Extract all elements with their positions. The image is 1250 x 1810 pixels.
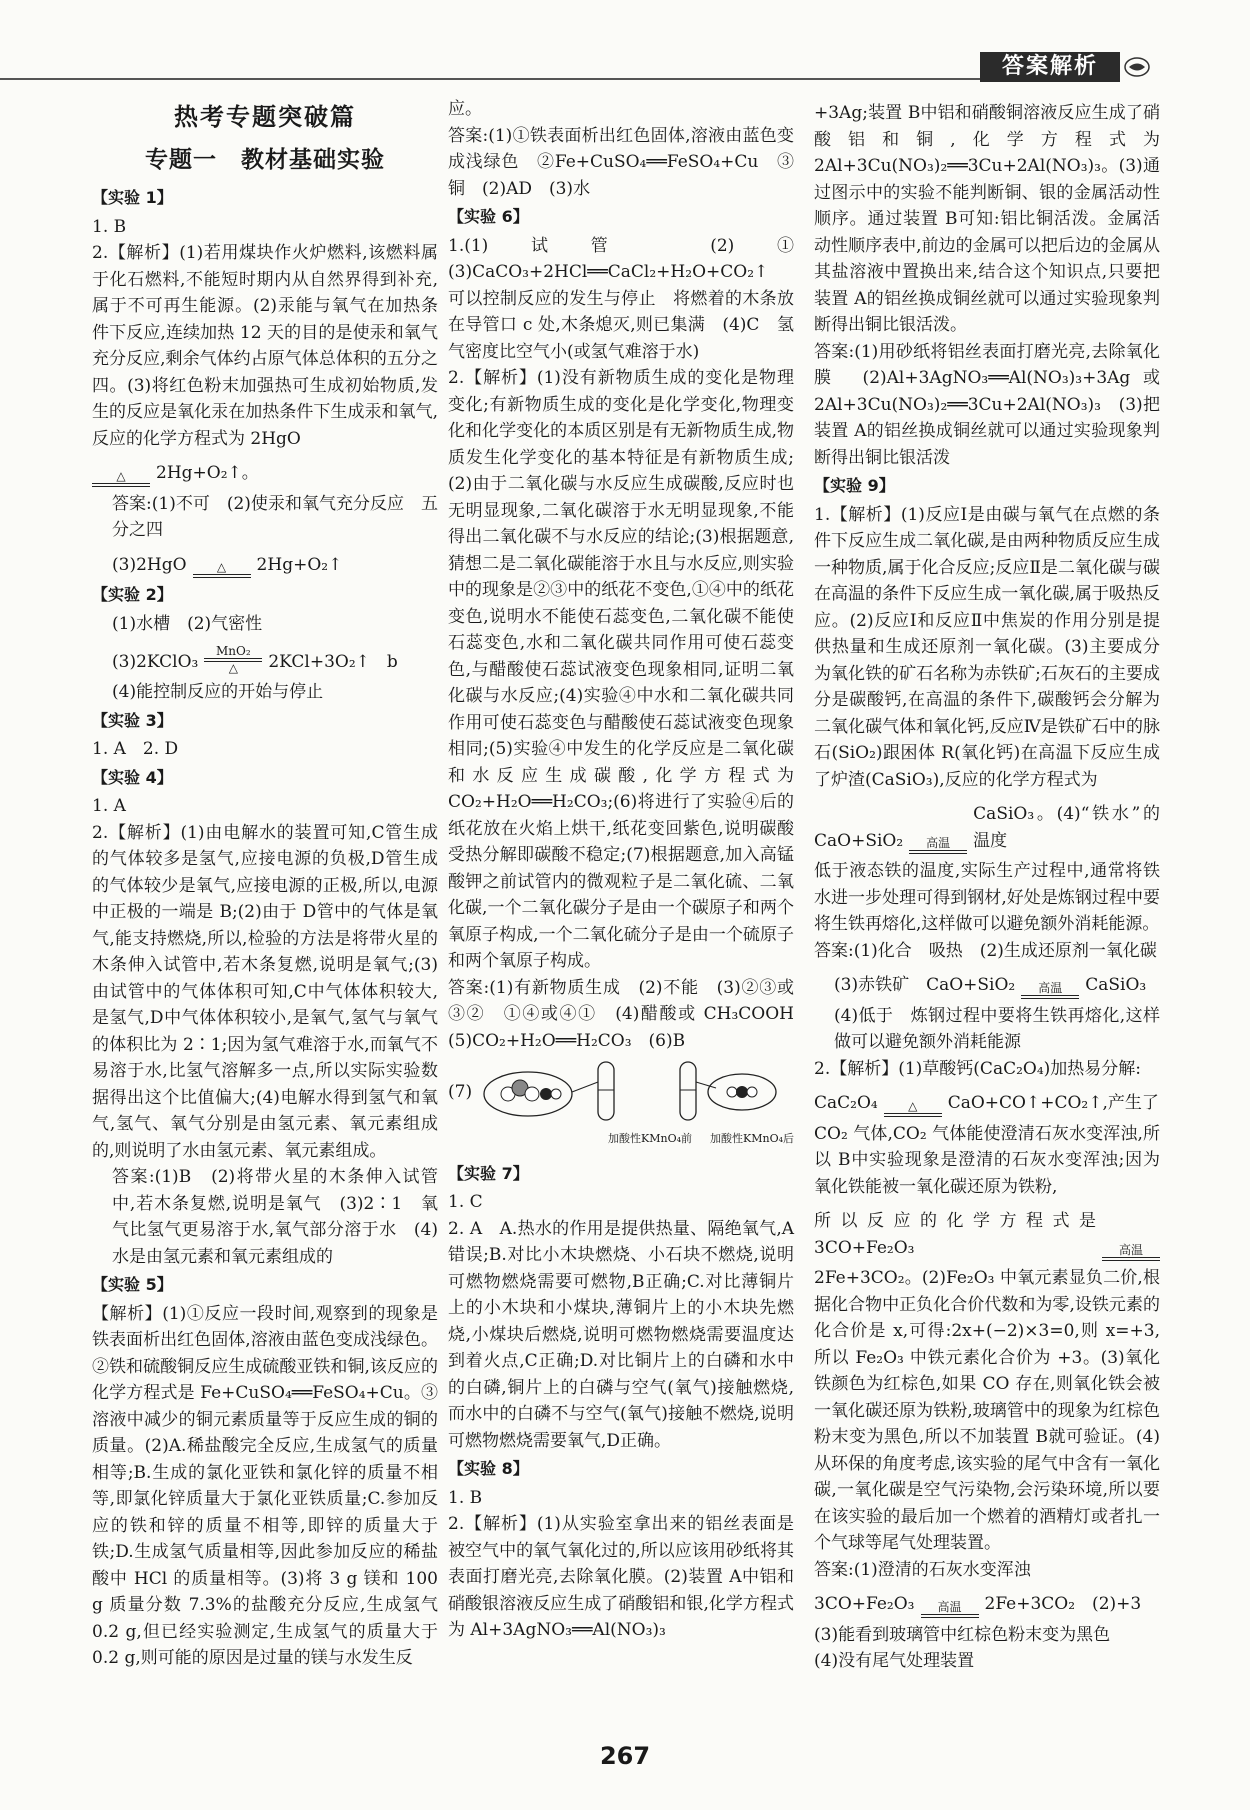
high-temp-arrow: 高温: [1102, 1244, 1160, 1261]
exp8-answer: 答案:(1)用砂纸将铝丝表面打磨光亮,去除氧化膜 (2)Al+3AgNO₃══Al(NO₃)₃+3Ag 或 2Al+3Cu(NO₃)₂══3Cu+2Al(NO₃)₃ (3)把装置 A的铝丝换成铜丝就可以通过实验现象判断得出铜比银活泼: [814, 341, 1160, 468]
high-temp-arrow: 高温: [1021, 982, 1079, 999]
heat-arrow: △: [884, 1100, 942, 1117]
exp1-heading: 【实验 1】: [92, 188, 173, 207]
exp4-answer: 答案:(1)B (2)将带火星的木条伸入试管中,若木条复燃,说明是氧气 (3)2∶1 氧气比氢气更易溶于水,氧气部分溶于水 (4)水是由氢元素和氧元素组成的: [112, 1167, 438, 1267]
exp9-answer2-line4: (4)没有尾气处理装置: [814, 1651, 975, 1671]
exp9-q2-head: 2.【解析】(1)草酸钙(CaC₂O₄)加热易分解:: [814, 1058, 1142, 1079]
exp9-heading: 【实验 9】: [814, 476, 895, 495]
exp9-answer2-eq: 3CO+Fe₂O₃ 高温 2Fe+3CO₂ (2)+3: [814, 1591, 1160, 1618]
exp5-text: 【解析】(1)①反应一段时间,观察到的现象是铁表面析出红色固体,溶液由蓝色变成浅绿色。②铁和硫酸铜反应生成硫酸亚铁和铜,该反应的化学方程式是 Fe+CuSO₄══FeSO₄+Cu。③溶液中减少的铜元素质量等于反应生成的铜的质量。(2)A.稀盐酸完全反应,生成氢气的质量相等;B.生成的氯化亚铁和氯化锌的质量不相等,即氯化锌质量大于氯化亚铁质量;C.参加反应的铁和锌的质量不相等,即锌的质量大于铁;D.生成氢气质量相等,因此参加反应的稀盐酸中 HCl 的质量相等。(3)将 3 g 镁和 100 g 质量分数 7.3%的盐酸充分反应,生成氢气 0.2 g,但已经实验测定,生成氢气的质量大于 0.2 g,则可能的原因是过量的镁与水发生反: [92, 1303, 438, 1668]
exp3-heading: 【实验 3】: [92, 710, 173, 730]
exp7-q1: 1. C: [448, 1192, 483, 1212]
exp6-heading: 【实验 6】: [448, 207, 529, 226]
exp7-q2: 2. A A.热水的作用是提供热量、隔绝氧气,A错误;B.对比小木块燃烧、小石块不燃烧,说明可燃物燃烧需要可燃物,B正确;C.对比薄铜片上的小木块和小煤块,薄铜片上的小木块先燃烧,小煤块后燃烧,说明可燃物燃烧需要温度达到着火点,C正确;D.对比铜片上的白磷和水中的白磷,铜片上的白磷与空气(氧气)接触燃烧,而水中的白磷不与空气(氧气)接触不燃烧,说明可燃物燃烧需要氧气,D正确。: [448, 1218, 794, 1451]
exp9-answer1-eq: (3)赤铁矿 CaO+SiO₂ 高温 CaSiO₃: [814, 972, 1160, 999]
exp6-q2: 2.【解析】(1)没有新物质生成的变化是物理变化;有新物质生成的变化是化学变化,物理变化和化学变化的本质区别是有无新物质生成,物质发生化学变化的基本特征是有新物质生成;(2)由于二氧化碳与水反应生成碳酸,反应时也无明显现象,二氧化碳溶于水无明显现象,不能得出二氧化碳不与水反应的结论;(3)根据题意,猜想二是二氧化碳能溶于水且与水反应,则实验中的现象是②③中的纸花不变色,①④中的纸花变色,说明水不能使石蕊变色,二氧化碳不能使石蕊变色,水和二氧化碳共同作用可使石蕊变色,与醋酸使石蕊试液变色现象相同,证明二氧化碳与水反应;(4)实验④中水和二氧化碳共同作用可使石蕊变色与醋酸使石蕊试液变色现象相同;(5)实验④中发生的化学反应是二氧化碳和水反应生成碳酸,化学方程式为 CO₂+H₂O══H₂CO₃;(6)将进行了实验④后的纸花放在火焰上烘干,纸花变回紫色,说明碳酸受热分解即碳酸不稳定;(7)根据题意,加入高锰酸钾之前试管内的微观粒子是二氧化硫、二氧化碳,一个二氧化碳分子是由一个碳原子和两个氧原子构成,一个二氧化硫分子是由一个硫原子和两个氧原子构成。: [448, 368, 794, 971]
exp4-q1: 1. A: [92, 796, 126, 816]
exp2-eq: (3)2KClO₃ MnO₂ △ 2KCl+3O₂↑ b: [112, 644, 398, 675]
test-tube-diagram: [480, 1060, 780, 1124]
exp6-q1: 1.(1)试管 (2)① (3)CaCO₃+2HCl══CaCl₂+H₂O+CO₂↑ 可以控制反应的发生与停止 将燃着的木条放在导管口 c 处,木条熄灭,则已集满 (4)C 氢气密度比空气小(或氢气难溶于水): [448, 235, 811, 362]
exp9-answer2: 答案:(1)澄清的石灰水变浑浊: [814, 1559, 1031, 1580]
high-temp-arrow: 高温: [909, 837, 967, 854]
exp9-q1: 1.【解析】(1)反应Ⅰ是由碳与氧气在点燃的条件下反应生成二氧化碳,是由两种物质反应生成一种物质,属于化合反应;反应Ⅱ是二氧化碳与碳在高温的条件下反应生成一氧化碳,属于吸热反应。(2)反应Ⅰ和反应Ⅱ中焦炭的作用分别是提供热量和生成还原剂一氧化碳。(3)主要成分为氧化铁的矿石名称为赤铁矿;石灰石的主要成分是碳酸钙,在高温的条件下,碳酸钙会分解为二氧化碳气体和氧化钙,反应Ⅳ是铁矿石中的脉石(SiO₂)跟困体 R(氧化钙)在高温下反应生成了炉渣(CaSiO₃),反应的化学方程式为: [814, 504, 1160, 790]
heat-arrow: △: [193, 561, 251, 578]
high-temp-arrow: 高温: [921, 1601, 979, 1618]
exp1-q2: 2.【解析】(1)若用煤块作火炉燃料,该燃料属于化石燃料,不能短时期内从自然界得到补充,属于不可再生能源。(2)汞能与氧气在加热条件下反应,连续加热 12 天的目的是使汞和氧气充分反应,剩余气体约占原气体总体积的五分之四。(3)将红色粉末加强热可生成初始物质,发生的反应是氧化汞在加热条件下生成汞和氧气,反应的化学方程式为 2HgO: [92, 243, 438, 449]
exp2-line3: (4)能控制反应的开始与停止: [112, 682, 324, 702]
exp8-continued: +3Ag;装置 B中铝和硝酸铜溶液反应生成了硝酸铝和铜,化学方程式为 2Al+3Cu(NO₃)₂══3Cu+2Al(NO₃)₃。(3)通过图示中的实验不能判断铜、银的金属活动性顺序。通过装置 B可知:铝比铜活泼。金属活动性顺序表中,前边的金属可以把后边的金属从其盐溶液中置换出来,结合这个知识点,只要把装置 A的铝丝换成铜丝就可以通过实验现象判断得出铜比银活泼。: [814, 103, 1160, 335]
exp9-q2-eq2: 所以反应的化学方程式是 3CO+Fe₂O₃ 高温: [814, 1208, 1160, 1261]
exp1-q2-eq: △ 2Hg+O₂↑。: [92, 460, 438, 487]
exp5-continued: 应。: [448, 99, 482, 119]
exp9-answer1: 答案:(1)化合 吸热 (2)生成还原剂一氧化碳: [814, 940, 1157, 961]
column-2: [448, 96, 811, 1644]
exp9-q2-eq: CaC₂O₄ △ CaO+CO↑+CO₂↑,产生了: [814, 1090, 1160, 1117]
exp1-answer-eq: (3)2HgO △ 2Hg+O₂↑: [92, 552, 438, 579]
heat-arrow: △: [92, 470, 150, 487]
figure-captions: [448, 1126, 794, 1153]
exp3-line1: 1. A 2. D: [92, 739, 179, 759]
exp9-q2-body: CO₂ 气体,CO₂ 气体能使澄清石灰水变浑浊,所以 B中实验现象是澄清的石灰水变浑浊;因为氧化铁能被一氧化碳还原为铁粉,: [814, 1123, 1160, 1197]
column-1: [92, 100, 438, 1672]
exp8-q2: 2.【解析】(1)从实验室拿出来的铝丝表面是被空气中的氧气氧化过的,所以应该用砂纸将其表面打磨光亮,去除氧化膜。(2)装置 A中铝和硝酸银溶液反应生成了硝酸铝和银,化学方程式为 Al+3AgNO₃══Al(NO₃)₃: [448, 1514, 794, 1640]
caption-before: 加酸性KMnO₄前: [608, 1132, 692, 1145]
page-header: [0, 52, 1250, 86]
exp2-line1: (1)水槽 (2)气密性: [112, 613, 263, 634]
part-title: 热考专题突破篇: [174, 103, 356, 131]
exp8-q1: 1. B: [448, 1487, 483, 1508]
exp9-answer1-tail: (4)低于 炼钢过程中要将生铁再熔化,这样做可以避免额外消耗能源: [834, 1005, 1160, 1052]
exp9-q1-tail: 低于液态铁的温度,实际生产过程中,通常将铁水进一步处理可得到钢材,好处是炼钢过程中要将生铁再熔化,这样做可以避免额外消耗能源。: [814, 861, 1160, 934]
exp4-heading: 【实验 4】: [92, 767, 173, 787]
exp9-answer2-line3: (3)能看到玻璃管中红棕色粉末变为黑色: [814, 1624, 1111, 1645]
exp8-heading: 【实验 8】: [448, 1459, 529, 1478]
exp6-answer: 答案:(1)有新物质生成 (2)不能 (3)②③或③② ①④或④① (4)醋酸或 CH₃COOH (5)CO₂+H₂O══H₂CO₃ (6)B: [448, 977, 811, 1051]
topic-title: 专题一 教材基础实验: [145, 146, 385, 173]
exp7-heading: 【实验 7】: [448, 1163, 529, 1183]
exp1-q1: 1. B: [92, 216, 127, 237]
exp5-answer: 答案:(1)①铁表面析出红色固体,溶液由蓝色变成浅绿色 ②Fe+CuSO₄══FeSO₄+Cu ③铜 (2)AD (3)水: [448, 125, 794, 199]
header-rule: [0, 78, 1100, 80]
book-logo-icon: [1124, 56, 1150, 78]
exp9-q2-body2: 2Fe+3CO₂。(2)Fe₂O₃ 中氧元素显负二价,根据化合物中正负化合价代数和为零,设铁元素的化合价是 x,可得:2x+(−2)×3=0,则 x=+3,所以 Fe₂O₃ 中铁元素化合价为 +3。(3)氧化铁颜色为红棕色,如果 CO 存在,则氧化铁会被一氧化碳还原为铁粉,玻璃管中的现象为红棕色粉末变为黑色,所以不加装置 B就可验证。(4)从环保的角度考虑,该实验的尾气中含有一氧化碳,一氧化碳是空气污染物,会污染环境,所以要在该实验的最后加一个燃着的酒精灯或者扎一个气球等尾气处理装置。: [814, 1268, 1160, 1553]
column-3: [814, 100, 1160, 1675]
header-tab: 答案解析: [980, 52, 1120, 82]
page-number: 267: [599, 1742, 651, 1770]
molecule-figure: [448, 1060, 794, 1124]
exp1-answer: 答案:(1)不可 (2)使汞和氧气充分反应 五分之四: [112, 493, 438, 540]
figure-label: (7): [448, 1081, 473, 1102]
exp9-eq1: CaO+SiO₂ 高温 CaSiO₃。(4)“铁水”的温度: [814, 801, 1160, 854]
catalyst-arrow: MnO₂ △: [204, 645, 262, 675]
exp5-heading: 【实验 5】: [92, 1275, 173, 1294]
exp2-heading: 【实验 2】: [92, 585, 173, 604]
caption-after: 加酸性KMnO₄后: [710, 1132, 794, 1145]
exp4-q2: 2.【解析】(1)由电解水的装置可知,C管生成的气体较多是氢气,应接电源的负极,D管生成的气体较少是氧气,应接电源的正极,所以,电源中正极的一端是 B;(2)由于 D管中的气体是氧气,能支持燃烧,所以,检验的方法是将带火星的木条伸入试管中,若木条复燃,说明是氧气;(3)由试管中的气体体积可知,C中气体体积较大,是氢气,D中气体体积较小,是氧气,氢气与氧气的体积比为 2∶1;因为氢气难溶于水,而氧气不易溶于水,比氢气溶解多一点,所以实际实验数据得出这个比值偏大;(4)电解水得到氢气和氧气,氢气、氧气分别是由氢元素、氧元素组成的,则说明了水由氢元素、氧元素组成。: [92, 822, 438, 1161]
